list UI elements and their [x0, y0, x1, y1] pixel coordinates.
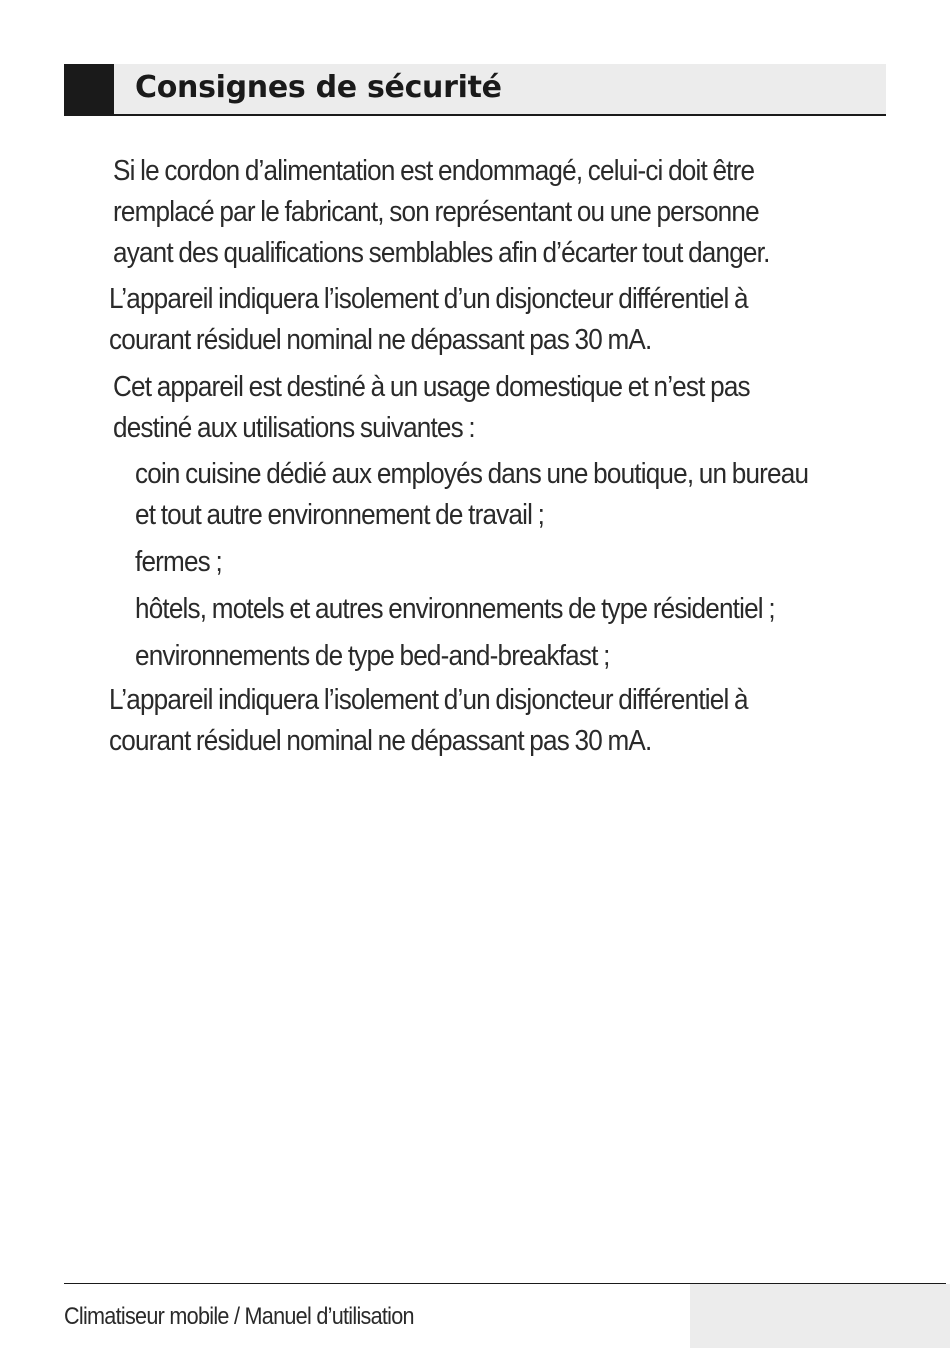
section-header [64, 64, 886, 116]
list-item [135, 454, 808, 536]
page-title: Consignes de sécurité [135, 70, 502, 105]
text-line: destiné aux utilisations suivantes : [113, 412, 475, 444]
list-item [135, 542, 222, 583]
text-line: ayant des qualifications semblables afin d’écarter tout danger. [113, 237, 770, 269]
text-line: courant résiduel nominal ne dépassant pas 30 mA. [109, 324, 652, 356]
text-line: Si le cordon d’alimentation est endommagé, celui-ci doit être [113, 155, 755, 187]
paragraph-power-cord [113, 151, 770, 274]
page-number-box [690, 1284, 950, 1348]
text-line: environnements de type bed-and-breakfast ; [135, 640, 610, 672]
text-line: courant résiduel nominal ne dépassant pas 30 mA. [109, 725, 652, 757]
text-line: coin cuisine dédié aux employés dans une boutique, un bureau [135, 458, 809, 490]
paragraph-circuit-breaker [109, 279, 748, 361]
paragraph-domestic-use [113, 367, 750, 449]
text-line: Cet appareil est destiné à un usage domestique et n’est pas [113, 371, 750, 403]
paragraph-circuit-breaker-repeat [109, 680, 748, 762]
text-line: remplacé par le fabricant, son représentant ou une personne [113, 196, 759, 228]
text-line: L’appareil indiquera l’isolement d’un disjoncteur différentiel à [109, 684, 748, 716]
footer-title: Climatiseur mobile / Manuel d’utilisation [64, 1303, 414, 1330]
header-marker-block [64, 64, 114, 114]
text-line: hôtels, motels et autres environnements de type résidentiel ; [135, 593, 775, 625]
text-line: L’appareil indiquera l’isolement d’un disjoncteur différentiel à [109, 283, 748, 315]
list-item [135, 636, 610, 677]
list-item [135, 589, 775, 630]
text-line: fermes ; [135, 546, 222, 578]
text-line: et tout autre environnement de travail ; [135, 499, 545, 531]
